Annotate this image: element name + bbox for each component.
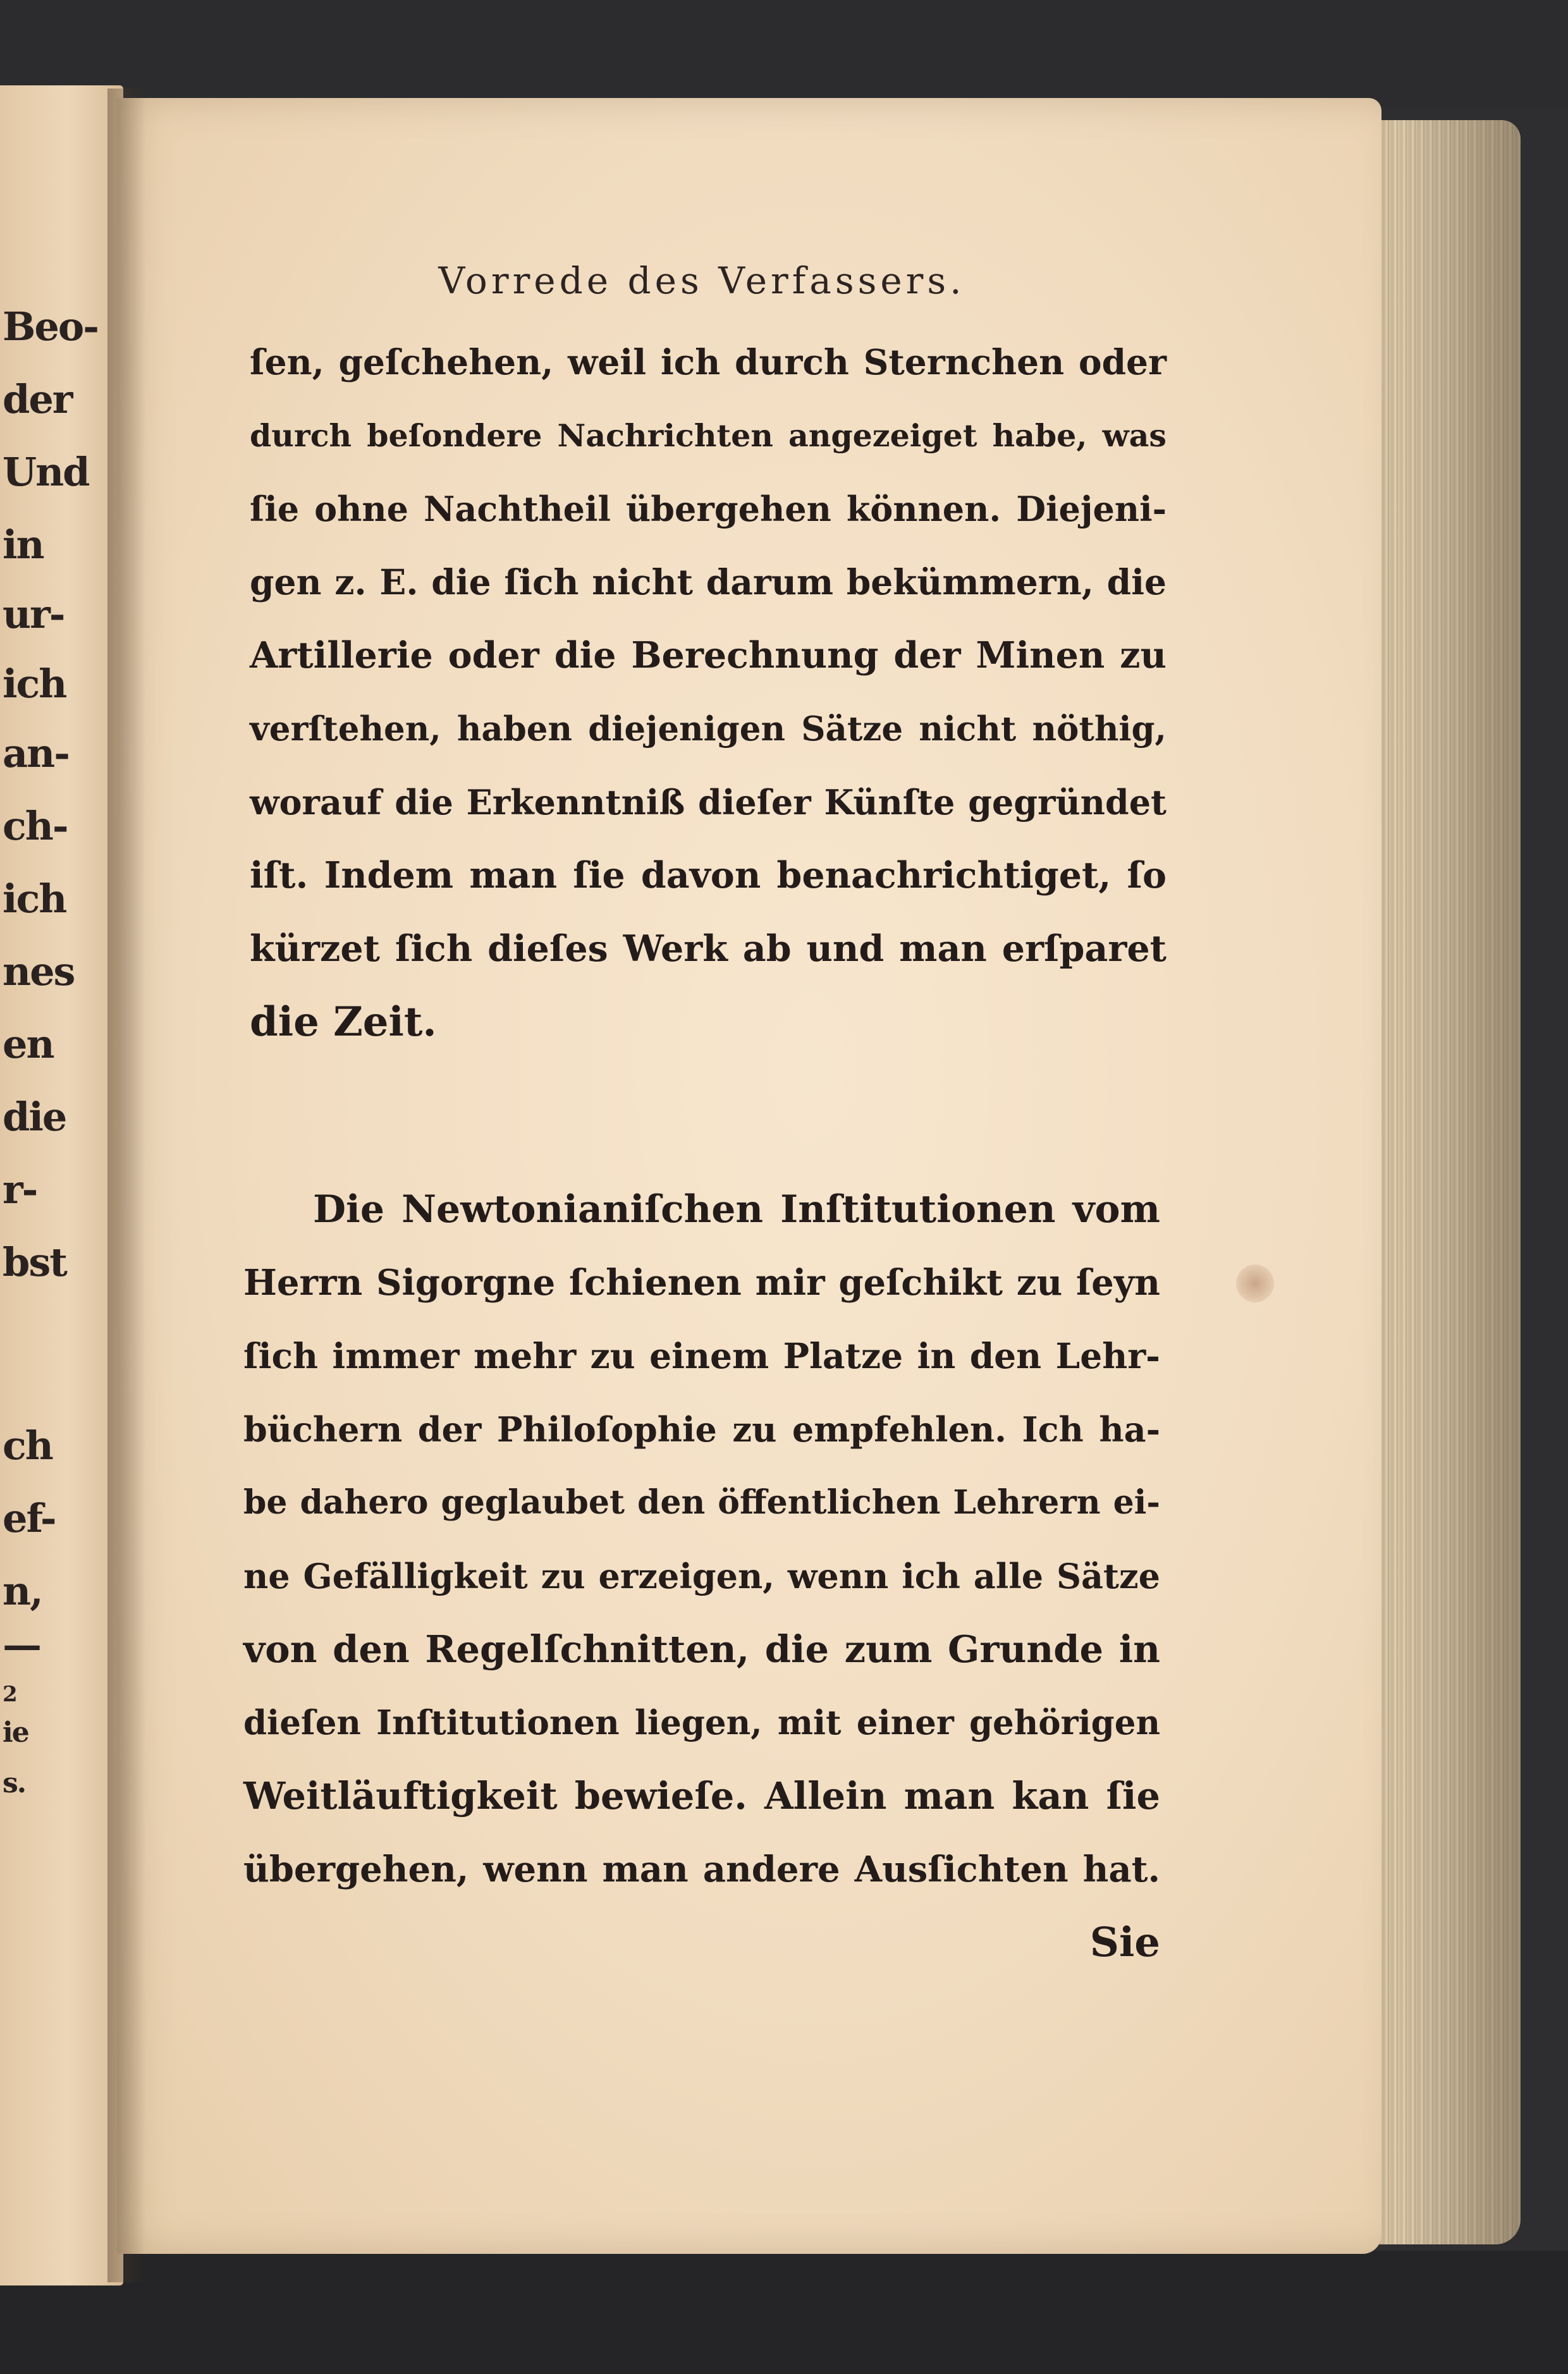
text-line: be dahero geglaubet den öffentlichen Lehrern ei- xyxy=(243,1483,1160,1522)
text-line: iſt. Indem man ſie davon benachrichtiget, ſo xyxy=(250,854,1167,896)
text-line: von den Regelſchnitten, die zum Grunde in xyxy=(243,1627,1160,1671)
paragraph-2 xyxy=(243,1173,1160,1979)
text-line: ſen, geſchehen, weil ich durch Sternchen oder xyxy=(250,341,1167,382)
left-page-fragment: bst xyxy=(3,1239,66,1285)
left-page-fragment: in xyxy=(3,522,44,568)
left-page-fragment: — xyxy=(3,1622,40,1668)
text-line: worauf die Erkenntniß dieſer Künſte gegründet xyxy=(250,782,1167,823)
left-page-fragment: ich xyxy=(3,661,66,707)
left-page-fragment: ich xyxy=(3,876,66,922)
text-line: Artillerie oder die Berechnung der Minen zu xyxy=(250,634,1167,676)
text-line: übergehen, wenn man andere Ausſichten hat. xyxy=(243,1849,1160,1890)
catchword: Sie xyxy=(1089,1919,1160,1966)
left-page-fragment: 2 xyxy=(3,1682,16,1707)
left-page-sliver xyxy=(0,85,123,2285)
left-page-fragment: Und xyxy=(3,449,89,495)
left-page-fragment: ie xyxy=(3,1716,28,1749)
left-page-fragment: an- xyxy=(3,730,69,776)
left-page-fragment: der xyxy=(3,376,72,422)
text-line: ne Gefälligkeit zu erzeigen, wenn ich alle Sätze xyxy=(243,1556,1160,1596)
paper-stain xyxy=(1236,1264,1274,1302)
left-page-fragment: ch xyxy=(3,1423,52,1469)
scanner-background-top xyxy=(0,0,1568,107)
left-page-fragment: s. xyxy=(3,1767,26,1799)
running-head: Vorrede des Verfassers. xyxy=(438,259,965,302)
text-line: die Zeit. xyxy=(250,998,437,1046)
text-line: kürzet ſich dieſes Werk ab und man erſparet xyxy=(250,927,1167,970)
paragraph-1 xyxy=(250,326,1167,1059)
left-page-fragment: en xyxy=(3,1021,54,1067)
left-page-fragment: Beo- xyxy=(3,303,98,350)
text-line: ſich immer mehr zu einem Platze in den Lehr- xyxy=(243,1335,1160,1376)
left-page-fragment: nes xyxy=(3,948,75,994)
text-line: Herrn Sigorgne ſchienen mir geſchikt zu ſeyn xyxy=(243,1262,1160,1304)
text-line: Die Newtonianiſchen Inſtitutionen vom xyxy=(313,1187,1160,1232)
left-page-fragment: ef- xyxy=(3,1495,56,1541)
text-line: Weitläuftigkeit bewieſe. Allein man kan ſie xyxy=(243,1774,1160,1818)
text-line: büchern der Philoſophie zu empfehlen. Ich ha- xyxy=(243,1409,1160,1450)
text-line: durch beſondere Nachrichten angezeiget habe, was xyxy=(250,417,1167,454)
text-line: ſie ohne Nachtheil übergehen können. Diejeni- xyxy=(250,489,1167,529)
gutter-shadow xyxy=(107,89,145,2282)
left-page-fragment: ch- xyxy=(3,803,68,849)
left-page-fragment: ur- xyxy=(3,591,64,637)
text-line: dieſen Inſtitutionen liegen, mit einer gehörigen xyxy=(243,1703,1160,1742)
left-page-fragment: r- xyxy=(3,1166,37,1213)
left-page-fragment: n, xyxy=(3,1568,42,1614)
text-line: gen z. E. die ſich nicht darum bekümmern, die xyxy=(250,561,1167,603)
left-page-fragment: die xyxy=(3,1094,66,1140)
text-line: verſtehen, haben diejenigen Sätze nicht nöthig, xyxy=(250,709,1167,749)
scanner-background-bottom xyxy=(0,2251,1568,2374)
